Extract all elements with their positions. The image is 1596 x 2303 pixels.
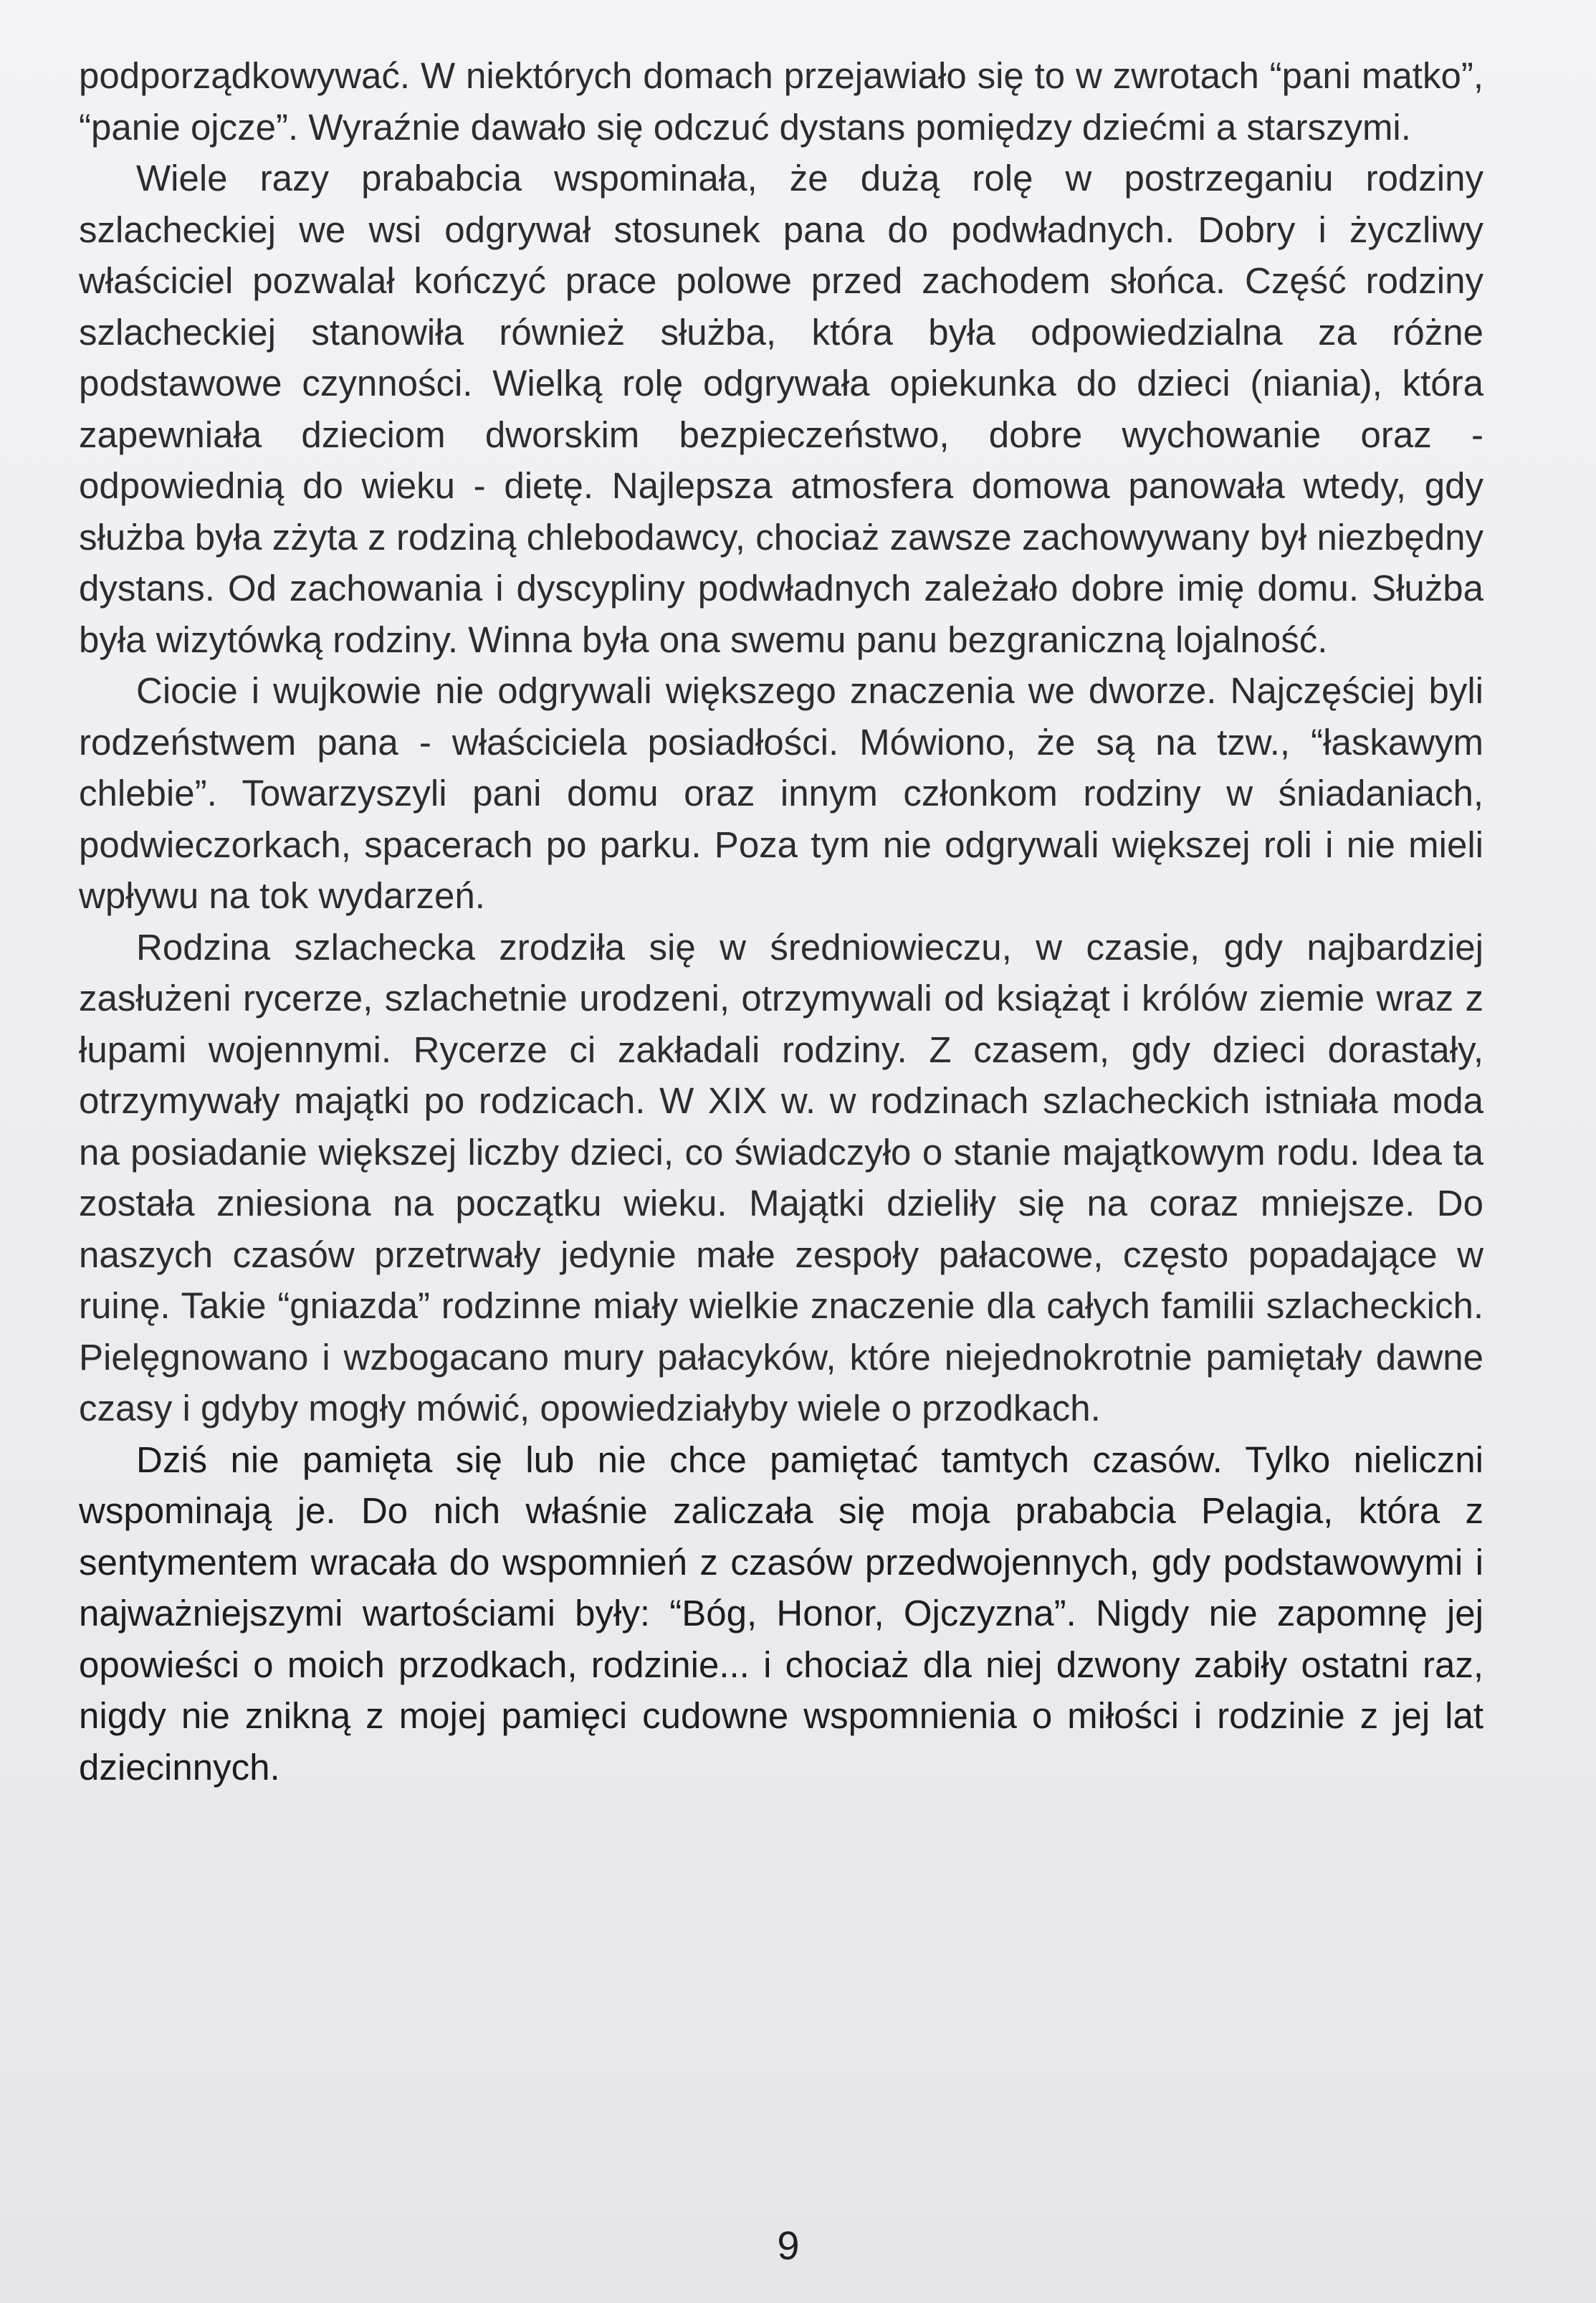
- body-text: [79, 50, 1483, 1793]
- paragraph-2: Wiele razy prababcia wspominała, że dużą rolę w postrzeganiu rodziny szlacheckiej we wsi odgrywał stosunek pana do podwładnych. Dobry i życzliwy właściciel pozwalał kończyć prace polowe przed zachodem słońca. Część rodziny szlacheckiej stanowiła również służba, która była odpowiedzialna za różne podstawowe czynności. Wielką rolę odgrywała opiekunka do dzieci (niania), która zapewniała dzieciom dworskim bezpieczeństwo, dobre wychowanie oraz - odpowiednią do wieku - dietę. Najlepsza atmosfera domowa panowała wtedy, gdy służba była zżyta z rodziną chlebodawcy, chociaż zawsze zachowywany był niezbędny dystans. Od zachowania i dyscypliny podwładnych zależało dobre imię domu. Służba była wizytówką rodziny. Winna była ona swemu panu bezgraniczną lojalność.: [79, 158, 1483, 660]
- paragraph-4: Rodzina szlachecka zrodziła się w średniowieczu, w czasie, gdy najbardziej zasłużeni rycerze, szlachetnie urodzeni, otrzymywali od książąt i królów ziemie wraz z łupami wojennymi. Rycerze ci zakładali rodziny. Z czasem, gdy dzieci dorastały, otrzymywały majątki po rodzicach. W XIX w. w rodzinach szlacheckich istniała moda na posiadanie większej liczby dzieci, co świadczyło o stanie majątkowym rodu. Idea ta została zniesiona na początku wieku. Majątki dzieliły się na coraz mniejsze. Do naszych czasów przetrwały jedynie małe zespoły pałacowe, często popadające w ruinę. Takie “gniazda” rodzinne miały wielkie znaczenie dla całych familii szlacheckich. Pielęgnowano i wzbogacano mury pałacyków, które niejednokrotnie pamiętały dawne czasy i gdyby mogły mówić, opowiedziałyby wiele o przodkach.: [79, 926, 1483, 1429]
- paragraph-3: Ciocie i wujkowie nie odgrywali większego znaczenia we dworze. Najczęściej byli rodzeństwem pana - właściciela posiadłości. Mówiono, że są na tzw., “łaskawym chlebie”. Towarzyszyli pani domu oraz innym członkom rodziny w śniadaniach, podwieczorkach, spacerach po parku. Poza tym nie odgrywali większej roli i nie mieli wpływu na tok wydarzeń.: [79, 670, 1483, 916]
- paragraph-5: Dziś nie pamięta się lub nie chce pamiętać tamtych czasów. Tylko nieliczni wspominają je. Do nich właśnie zaliczała się moja prababcia Pelagia, która z sentymentem wracała do wspomnień z czasów przedwojennych, gdy podstawowymi i najważniejszymi wartościami były: “Bóg, Honor, Ojczyzna”. Nigdy nie zapomnę jej opowieści o moich przodkach, rodzinie... i chociaż dla niej dzwony zabiły ostatni raz, nigdy nie znikną z mojej pamięci cudowne wspomnienia o miłości i rodzinie z jej lat dziecinnych.: [79, 1439, 1483, 1788]
- page-number: 9: [777, 2223, 800, 2268]
- paragraph-1: podporządkowywać. W niektórych domach przejawiało się to w zwrotach “pani matko”, “panie ojcze”. Wyraźnie dawało się odczuć dystans pomiędzy dziećmi a starszymi.: [79, 55, 1483, 148]
